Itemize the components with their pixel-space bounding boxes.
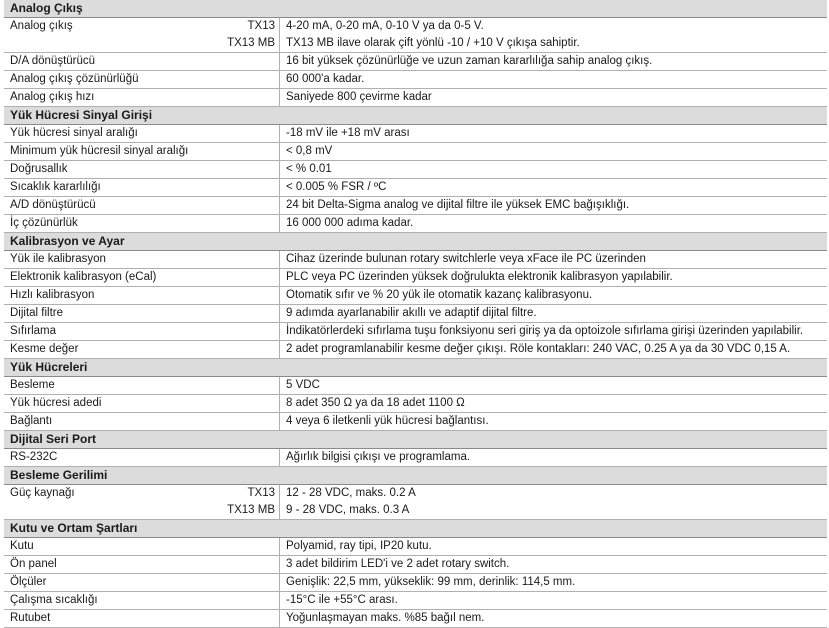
spec-value: < 0,8 mV — [286, 145, 333, 157]
spec-table — [4, 0, 827, 628]
spec-label: Çalışma sıcaklığı — [10, 594, 98, 606]
spec-row — [4, 251, 827, 269]
spec-row — [4, 143, 827, 161]
spec-label: Yük ile kalibrasyon — [10, 253, 106, 265]
spec-label-cell — [4, 71, 280, 88]
spec-label-cell — [4, 395, 280, 412]
spec-value: Ağırlık bilgisi çıkışı ve programlama. — [286, 451, 471, 463]
spec-value: 16 bit yüksek çözünürlüğe ve uzun zaman kararlılığa sahip analog çıkış. — [286, 55, 653, 67]
spec-label: Kesme değer — [10, 343, 79, 355]
spec-label-cell — [4, 53, 280, 70]
spec-label-cell — [4, 161, 280, 178]
spec-label-cell — [4, 125, 280, 142]
spec-label: Besleme — [10, 379, 55, 391]
spec-value: 16 000 000 adıma kadar. — [286, 217, 414, 229]
spec-label: Sıcaklık kararlılığı — [10, 181, 101, 193]
spec-label-cell — [4, 251, 280, 268]
spec-label-cell — [4, 269, 280, 286]
spec-row — [4, 341, 827, 359]
spec-label: İç çözünürlük — [10, 217, 78, 229]
spec-label: Ön panel — [10, 558, 57, 570]
spec-label: Doğrusallık — [10, 163, 68, 175]
spec-value: Cihaz üzerinde bulunan rotary switchlerle veya xFace ile PC üzerinden — [286, 253, 646, 265]
spec-value: PLC veya PC üzerinden yüksek doğrulukta elektronik kalibrasyon yapılabilir. — [286, 271, 673, 283]
spec-label: Kutu — [10, 540, 34, 552]
spec-label-cell — [4, 89, 280, 106]
spec-row — [4, 18, 827, 53]
spec-row — [4, 125, 827, 143]
spec-value: 2 adet programlanabilir kesme değer çıkışı. Röle kontakları: 240 VAC, 0.25 A ya da 30 VDC 0,15 A. — [286, 343, 791, 355]
spec-row — [4, 449, 827, 467]
spec-label: Rutubet — [10, 612, 51, 624]
spec-label-cell — [4, 413, 280, 430]
spec-label-cell — [4, 287, 280, 304]
spec-label-cell — [4, 592, 280, 609]
spec-value: Otomatik sıfır ve % 20 yük ile otomatik kazanç kalibrasyonu. — [286, 289, 593, 301]
spec-row — [4, 485, 827, 520]
section-header: Yük Hücresi Sinyal Girişi — [4, 107, 827, 125]
section-header: Analog Çıkış — [4, 0, 827, 18]
spec-row — [4, 592, 827, 610]
spec-row — [4, 323, 827, 341]
spec-label-cell — [4, 556, 280, 573]
spec-label: Hızlı kalibrasyon — [10, 289, 95, 301]
spec-label-cell — [4, 574, 280, 591]
spec-value: Yoğunlaşmayan maks. %85 bağıl nem. — [286, 612, 485, 624]
section-header: Dijital Seri Port — [4, 431, 827, 449]
spec-row — [4, 538, 827, 556]
spec-label-cell — [4, 538, 280, 555]
spec-value: İndikatörlerdeki sıfırlama tuşu fonksiyonu seri giriş ya da optoizole sıfırlama girişi üzerinden yapılabilir. — [286, 325, 804, 337]
spec-value: -18 mV ile +18 mV arası — [286, 127, 410, 139]
spec-row — [4, 197, 827, 215]
spec-row — [4, 89, 827, 107]
spec-label-cell — [4, 323, 280, 340]
model-label: TX13 TX13 MB — [227, 20, 275, 49]
section-header: Yük Hücreleri — [4, 359, 827, 377]
spec-label: Sıfırlama — [10, 325, 57, 337]
spec-label-cell — [4, 610, 280, 627]
spec-row — [4, 556, 827, 574]
spec-value: 5 VDC — [286, 379, 320, 391]
spec-label: RS-232C — [10, 451, 58, 463]
spec-row — [4, 53, 827, 71]
spec-label: Bağlantı — [10, 415, 53, 427]
spec-value: 60 000'a kadar. — [286, 73, 365, 85]
spec-row — [4, 161, 827, 179]
spec-label: Yük hücresi sinyal aralığı — [10, 127, 138, 139]
spec-label-cell — [4, 18, 280, 52]
spec-row — [4, 287, 827, 305]
section-header: Kutu ve Ortam Şartları — [4, 520, 827, 538]
spec-label-cell — [4, 305, 280, 322]
spec-label: Analog çıkış — [10, 20, 73, 32]
spec-label: Dijital filtre — [10, 307, 64, 319]
spec-label-cell — [4, 179, 280, 196]
spec-label-cell — [4, 341, 280, 358]
spec-row — [4, 413, 827, 431]
spec-value: Genişlik: 22,5 mm, yükseklik: 99 mm, derinlik: 114,5 mm. — [286, 576, 576, 588]
spec-value: 9 adımda ayarlanabilir akıllı ve adaptif dijital filtre. — [286, 307, 537, 319]
spec-value: < % 0.01 — [286, 163, 332, 175]
spec-label-cell — [4, 215, 280, 232]
spec-value: 4-20 mA, 0-20 mA, 0-10 V ya da 0-5 V. TX13 MB ilave olarak çift yönlü -10 / +10 V çıkışa sahiptir. — [286, 20, 580, 49]
section-header: Besleme Gerilimi — [4, 467, 827, 485]
section-header: Kalibrasyon ve Ayar — [4, 233, 827, 251]
spec-value: 12 - 28 VDC, maks. 0.2 A 9 - 28 VDC, maks. 0.3 A — [286, 487, 416, 516]
spec-row — [4, 179, 827, 197]
spec-label: Minimum yük hücresil sinyal aralığı — [10, 145, 189, 157]
spec-label: Analog çıkış hızı — [10, 91, 95, 103]
spec-row — [4, 71, 827, 89]
spec-label-cell — [4, 377, 280, 394]
spec-label: A/D dönüştürücü — [10, 199, 96, 211]
spec-label: D/A dönüştürücü — [10, 55, 96, 67]
spec-label: Elektronik kalibrasyon (eCal) — [10, 271, 157, 283]
spec-row — [4, 305, 827, 323]
spec-row — [4, 377, 827, 395]
spec-label-cell — [4, 485, 280, 519]
spec-row — [4, 215, 827, 233]
spec-value: 24 bit Delta-Sigma analog ve dijital filtre ile yüksek EMC bağışıklığı. — [286, 199, 630, 211]
spec-label-cell — [4, 143, 280, 160]
model-label: TX13 TX13 MB — [227, 487, 275, 516]
spec-value: 4 veya 6 iletkenli yük hücresi bağlantısı. — [286, 415, 489, 427]
spec-label: Yük hücresi adedi — [10, 397, 102, 409]
spec-value: < 0.005 % FSR / ºC — [286, 181, 387, 193]
spec-row — [4, 395, 827, 413]
spec-row — [4, 574, 827, 592]
spec-label: Ölçüler — [10, 576, 47, 588]
spec-value: Saniyede 800 çevirme kadar — [286, 91, 432, 103]
spec-value: Polyamid, ray tipi, IP20 kutu. — [286, 540, 432, 552]
spec-label: Güç kaynağı — [10, 487, 75, 499]
spec-value: -15°C ile +55°C arası. — [286, 594, 398, 606]
spec-label-cell — [4, 449, 280, 466]
spec-row — [4, 269, 827, 287]
spec-value: 3 adet bildirim LED'i ve 2 adet rotary switch. — [286, 558, 510, 570]
spec-label: Analog çıkış çözünürlüğü — [10, 73, 139, 85]
spec-value: 8 adet 350 Ω ya da 18 adet 1100 Ω — [286, 397, 465, 409]
spec-label-cell — [4, 197, 280, 214]
spec-row — [4, 610, 827, 628]
